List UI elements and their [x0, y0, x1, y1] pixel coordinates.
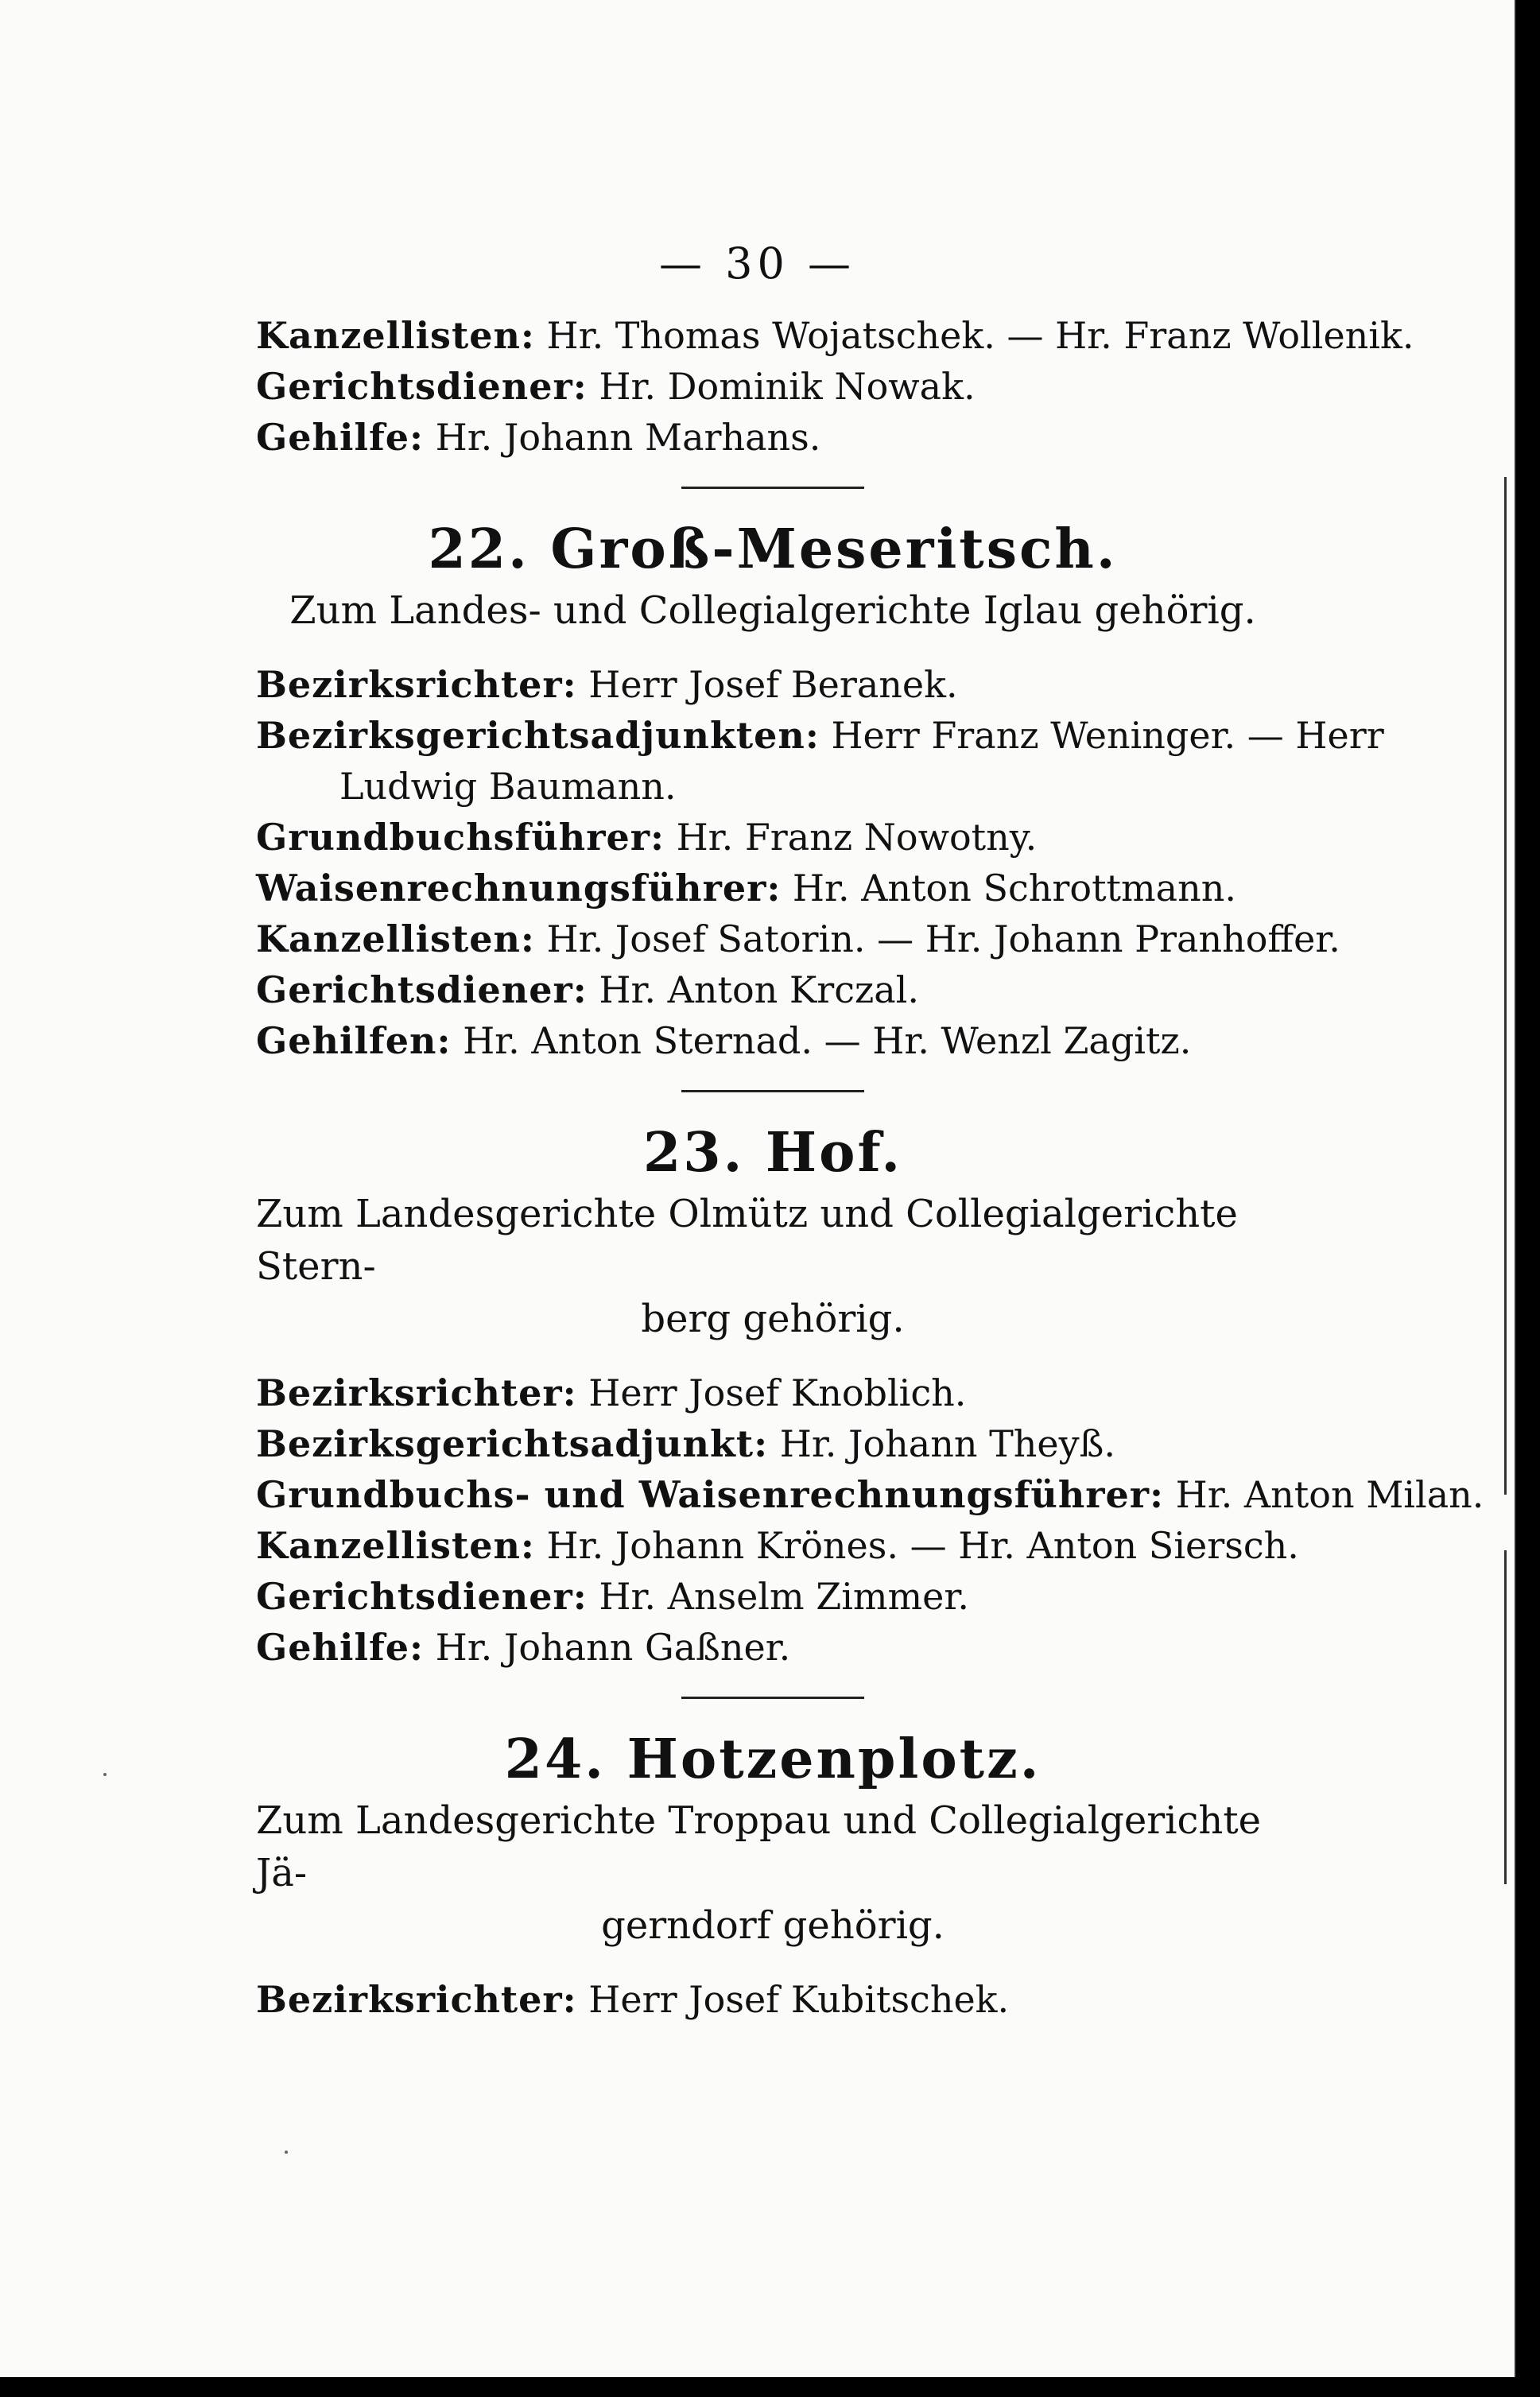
entry-line	[256, 310, 1414, 361]
entry-line	[256, 361, 1290, 412]
section-divider	[681, 1697, 864, 1699]
entry-text: Herr Josef Knoblich.	[588, 1371, 967, 1414]
page-edge-rule	[1504, 1550, 1507, 1884]
entry-label: Gehilfe:	[256, 1626, 424, 1669]
paper-speck	[103, 1773, 107, 1776]
page-content	[256, 310, 1484, 2025]
entry-text: Herr Franz Weninger. — Herr	[831, 714, 1384, 757]
entry-text: Hr. Dominik Nowak.	[599, 365, 976, 408]
page-number: — 30 —	[658, 239, 856, 289]
entry-label: Gerichtsdiener:	[256, 968, 588, 1011]
entry-text: Herr Josef Beranek.	[588, 663, 958, 706]
entry-label: Waisenrechnungsführer:	[256, 867, 782, 910]
entry-label: Gehilfen:	[256, 1019, 452, 1062]
entry-line	[256, 1015, 1290, 1066]
entry-continuation: Ludwig Baumann.	[339, 765, 677, 808]
entry-line	[256, 710, 1384, 761]
entry-text: Hr. Johann Krönes. — Hr. Anton Siersch.	[546, 1524, 1299, 1567]
section-24	[256, 1728, 1290, 2025]
section-subtitle	[256, 1794, 1290, 1952]
entry-label: Gehilfe:	[256, 416, 424, 459]
section-divider	[681, 487, 864, 489]
section-subtitle-continuation: berg gehörig.	[641, 1297, 905, 1341]
entry-text: Hr. Johann Gaßner.	[435, 1626, 791, 1669]
entry-text: Hr. Anton Krczal.	[599, 968, 920, 1011]
entry-text: Hr. Thomas Wojatschek. — Hr. Franz Wollenik.	[546, 314, 1414, 357]
entry-text: Hr. Josef Satorin. — Hr. Johann Pranhoffer.	[546, 917, 1340, 960]
entry-line	[256, 913, 1340, 964]
entry-line	[256, 1469, 1484, 1520]
section-subtitle-line: Zum Landesgerichte Olmütz und Collegialgerichte Stern-	[256, 1192, 1238, 1289]
entry-line	[256, 863, 1290, 913]
section-subtitle-line: Zum Landesgerichte Troppau und Collegialgerichte Jä-	[256, 1798, 1262, 1895]
entry-label: Bezirksrichter:	[256, 663, 577, 706]
entry-text: Hr. Franz Nowotny.	[676, 816, 1038, 859]
entry-text: Hr. Anselm Zimmer.	[599, 1575, 969, 1618]
entry-line	[256, 1367, 1290, 1418]
section-heading: 22. Groß-Meseritsch.	[428, 518, 1118, 581]
section-23	[256, 1121, 1484, 1673]
entry-label: Bezirksrichter:	[256, 1978, 577, 2021]
entry-label: Gerichtsdiener:	[256, 1575, 588, 1618]
entry-label: Kanzellisten:	[256, 1524, 535, 1567]
top-block	[256, 310, 1414, 463]
entry-line	[256, 812, 1290, 863]
entry-label: Kanzellisten:	[256, 917, 535, 960]
entry-line	[256, 964, 1290, 1015]
entry-text: Hr. Johann Theyß.	[779, 1422, 1115, 1465]
entry-label: Gerichtsdiener:	[256, 365, 588, 408]
entry-label: Grundbuchs- und Waisenrechnungsführer:	[256, 1473, 1164, 1516]
section-22	[256, 518, 1384, 1066]
entry-line	[256, 412, 1290, 463]
section-subtitle-continuation: gerndorf gehörig.	[601, 1903, 945, 1948]
section-heading: 23. Hof.	[642, 1121, 903, 1185]
section-subtitle	[256, 1188, 1290, 1345]
entry-line	[256, 1974, 1290, 2025]
paper-speck	[285, 2151, 288, 2154]
page-edge-rule	[1504, 477, 1507, 1495]
entry-text: Hr. Anton Sternad. — Hr. Wenzl Zagitz.	[463, 1019, 1192, 1062]
entry-line	[256, 659, 1290, 710]
section-heading: 24. Hotzenplotz.	[504, 1728, 1042, 1791]
section-subtitle: Zum Landes- und Collegialgerichte Iglau gehörig.	[289, 588, 1256, 633]
entry-line	[256, 1571, 1290, 1622]
entry-line	[256, 1622, 1290, 1673]
entry-line	[256, 1418, 1290, 1469]
entry-text: Hr. Anton Schrottmann.	[792, 867, 1236, 910]
entry-label: Bezirksgerichtsadjunkten:	[256, 714, 820, 757]
entry-text: Hr. Anton Milan.	[1175, 1473, 1484, 1516]
entry-text: Herr Josef Kubitschek.	[588, 1978, 1010, 2021]
entry-label: Bezirksgerichtsadjunkt:	[256, 1422, 769, 1465]
entry-label: Kanzellisten:	[256, 314, 535, 357]
entry-line	[256, 1520, 1299, 1571]
entry-label: Grundbuchsführer:	[256, 816, 665, 859]
entry-text: Hr. Johann Marhans.	[435, 416, 821, 459]
entry-label: Bezirksrichter:	[256, 1371, 577, 1414]
section-divider	[681, 1090, 864, 1092]
